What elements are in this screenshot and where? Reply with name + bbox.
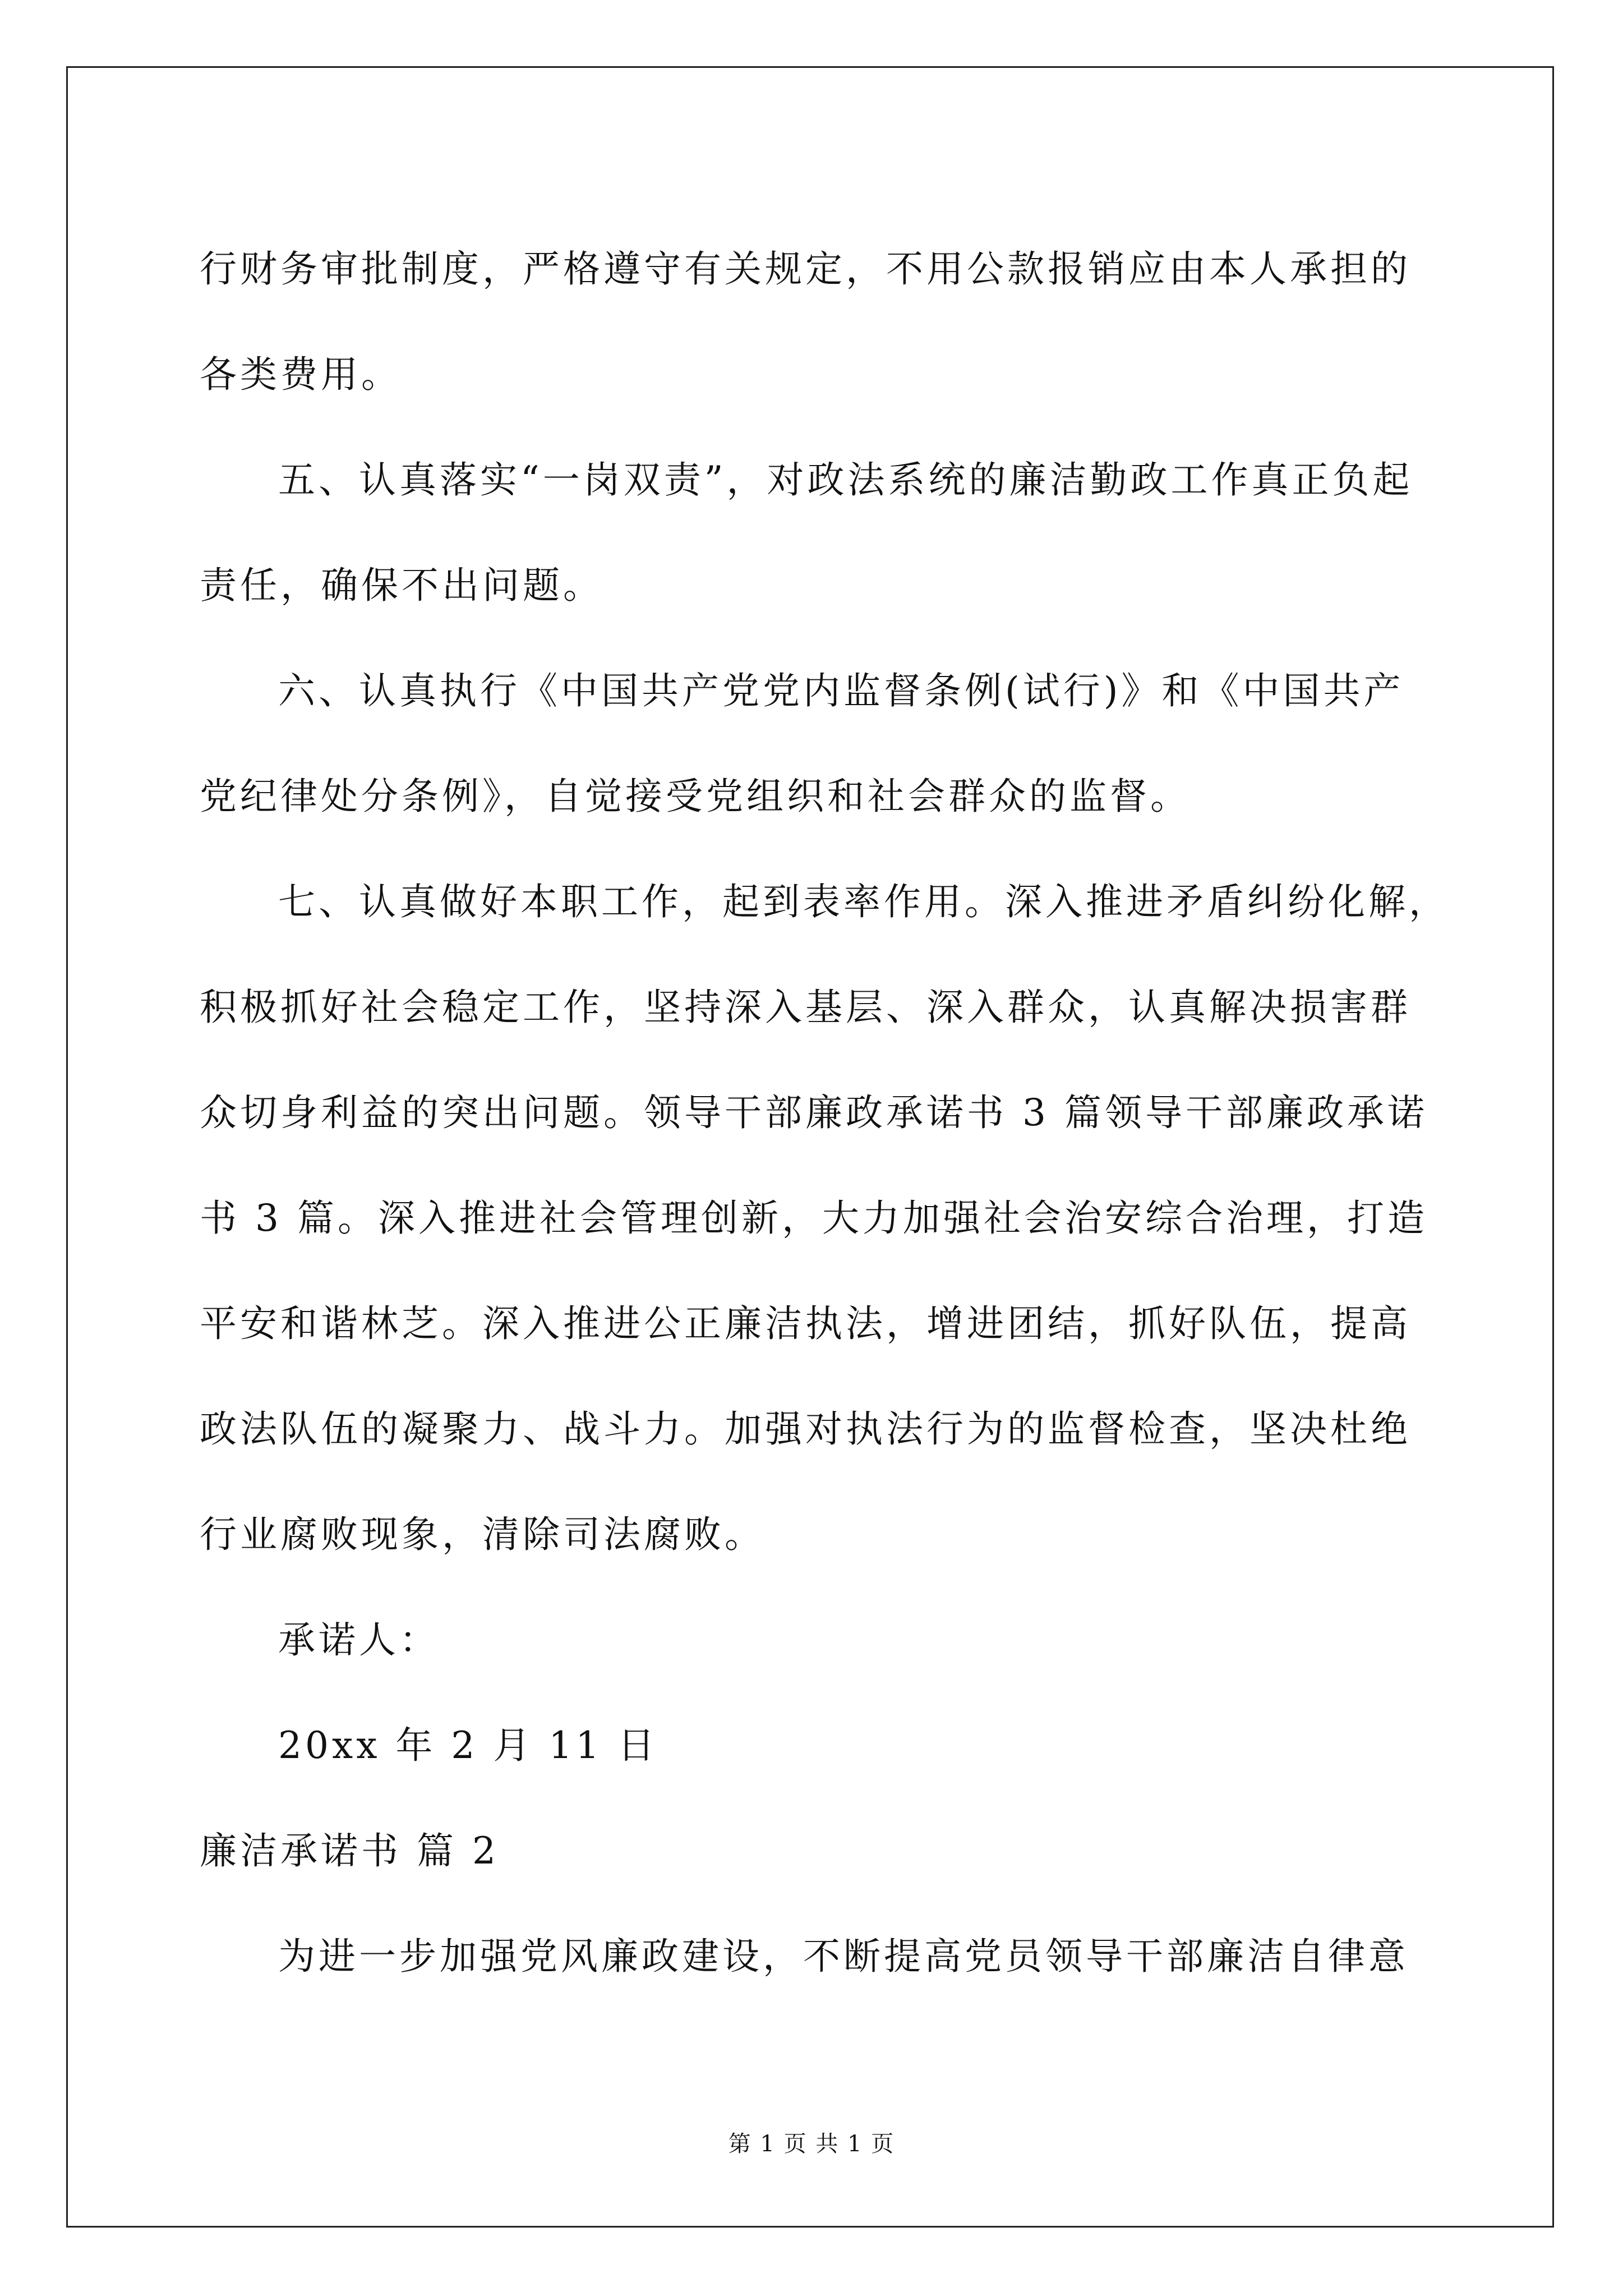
paragraph-line: 平安和谐林芝。深入推进公正廉洁执法，增进团结，抓好队伍，提高 [200, 1302, 1411, 1345]
document-body [200, 217, 1449, 2009]
date-line: 20xx 年 2 月 11 日 [278, 1724, 658, 1767]
paragraph-line: 六、认真执行《中国共产党党内监督条例(试行)》和《中国共产 [278, 669, 1404, 712]
paragraph-line: 各类费用。 [200, 353, 402, 396]
paragraph-line: 政法队伍的凝聚力、战斗力。加强对执法行为的监督检查，坚决杜绝 [200, 1407, 1411, 1451]
paragraph-line: 书 3 篇。深入推进社会管理创新，大力加强社会治安综合治理，打造 [200, 1197, 1428, 1240]
paragraph-line: 行财务审批制度，严格遵守有关规定，不用公款报销应由本人承担的 [200, 247, 1411, 291]
signatory-label: 承诺人： [278, 1618, 440, 1662]
paragraph-line: 行业腐败现象，清除司法腐败。 [200, 1513, 765, 1556]
paragraph-line: 责任，确保不出问题。 [200, 564, 603, 607]
paragraph-line: 积极抓好社会稳定工作，坚持深入基层、深入群众，认真解决损害群 [200, 986, 1411, 1029]
paragraph-line: 五、认真落实“一岗双责”，对政法系统的廉洁勤政工作真正负起 [278, 458, 1413, 501]
paragraph-line: 为进一步加强党风廉政建设，不断提高党员领导干部廉洁自律意 [278, 1935, 1409, 1978]
page-number-footer: 第 1 页 共 1 页 [728, 2131, 895, 2157]
paragraph-line: 七、认真做好本职工作，起到表率作用。深入推进矛盾纠纷化解， [278, 880, 1449, 923]
section-heading: 廉洁承诺书 篇 2 [200, 1829, 499, 1872]
paragraph-line: 众切身利益的突出问题。领导干部廉政承诺书 3 篇领导干部廉政承诺 [200, 1091, 1428, 1134]
paragraph-line: 党纪律处分条例》，自觉接受党组织和社会群众的监督。 [200, 775, 1191, 818]
